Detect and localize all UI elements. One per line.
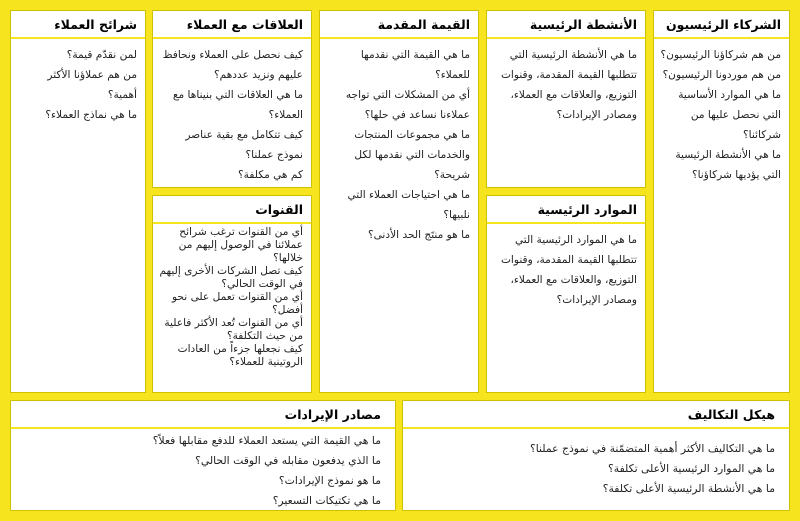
channels-question-3: أي من القنوات تعمل على نحو أفضل؟ [171,291,303,316]
cost-structure-question-1: ما هي التكاليف الأكثر أهمية المتضمّنة في نموذج عملنا؟ [530,442,775,455]
customer-segments-question-2: من هم عملاؤنا الأكثر أهمية؟ [47,69,137,101]
channels-question-5: كيف نجعلها جزءاً من العادات الروتينية للعملاء؟ [177,343,303,368]
key-activities-question-1: ما هي الأنشطة الرئيسية التي تتطلبها القيمة المقدمة، وقنوات التوزيع، والعلاقات مع العملاء، ومصادر الإيرادات؟ [500,49,637,121]
cost-structure-block [402,400,790,511]
value-proposition-question-3: ما هي مجموعات المنتجات والخدمات التي نقدمها لكل شريحة؟ [354,129,470,181]
key-activities-block [486,10,646,188]
revenue-streams-title: مصادر الإيرادات [11,401,395,429]
value-proposition-block [319,10,479,393]
value-proposition-question-5: ما هو منتَج الحد الأدنى؟ [367,229,470,241]
cost-structure-question-3: ما هي الأنشطة الرئيسية الأعلى تكلفة؟ [602,482,775,495]
value-proposition-question-2: أي من المشكلات التي تواجه عملاءنا نساعد في حلها؟ [345,89,470,121]
channels-question-2: كيف تصل الشركات الأخرى إليهم في الوقت الحالي؟ [159,265,303,290]
revenue-streams-question-1: ما هي القيمة التي يستعد العملاء للدفع مقابلها فعلاً؟ [152,434,381,447]
key-partners-question-2: من هم موردونا الرئيسيون؟ [662,69,781,81]
customer-relationships-question-2: ما هي العلاقات التي بنيناها مع العملاء؟ [172,89,303,121]
key-partners-question-1: من هم شركاؤنا الرئيسيون؟ [660,49,781,61]
key-partners-question-3: ما هي الموارد الأساسية التي نحصل عليها من شركائنا؟ [678,89,781,141]
revenue-streams-question-2: ما الذي يدفعون مقابله في الوقت الحالي؟ [195,454,381,467]
channels-title: القنوات [153,196,311,224]
revenue-streams-block [10,400,396,511]
key-partners-question-4: ما هي الأنشطة الرئيسية التي يؤديها شركاؤنا؟ [675,149,781,181]
key-resources-title: الموارد الرئيسية [487,196,645,224]
key-partners-title: الشركاء الرئيسيون [654,11,789,39]
channels-question-1: أي من القنوات ترغب شرائح عملائنا في الوصول إليهم من خلالها؟ [178,226,303,264]
customer-relationships-block [152,10,312,188]
customer-relationships-question-4: كم هي مكلفة؟ [238,169,303,181]
key-partners-block [653,10,790,393]
channels-block [152,195,312,393]
customer-segments-block [10,10,146,393]
customer-relationships-title: العلاقات مع العملاء [153,11,311,39]
key-resources-block [486,195,646,393]
key-activities-title: الأنشطة الرئيسية [487,11,645,39]
cost-structure-title: هيكل التكاليف [403,401,789,429]
customer-segments-question-1: لمن نقدّم قيمة؟ [66,49,137,61]
cost-structure-question-2: ما هي الموارد الرئيسية الأعلى تكلفة؟ [608,462,775,475]
key-resources-question-1: ما هي الموارد الرئيسية التي تتطلبها القيمة المقدمة، وقنوات التوزيع، والعلاقات مع العملاء، ومصادر الإيرادات؟ [500,234,637,306]
customer-relationships-question-1: كيف نحصل على العملاء ونحافظ عليهم ونزيد عددهم؟ [162,49,303,81]
customer-segments-question-3: ما هي نماذج العملاء؟ [45,109,137,121]
customer-relationships-question-3: كيف تتكامل مع بقية عناصر نموذج عملنا؟ [185,129,303,161]
revenue-streams-question-3: ما هو نموذج الإيرادات؟ [278,474,381,487]
value-proposition-title: القيمة المقدمة [320,11,478,39]
value-proposition-question-4: ما هي احتياجات العملاء التي نلبيها؟ [347,189,470,221]
channels-question-4: أي من القنوات تُعد الأكثر فاعلية من حيث التكلفة؟ [164,317,303,342]
customer-segments-title: شرائح العملاء [11,11,145,39]
value-proposition-question-1: ما هي القيمة التي نقدمها للعملاء؟ [360,49,470,81]
revenue-streams-question-4: ما هي تكتيكات التسعير؟ [272,494,381,507]
